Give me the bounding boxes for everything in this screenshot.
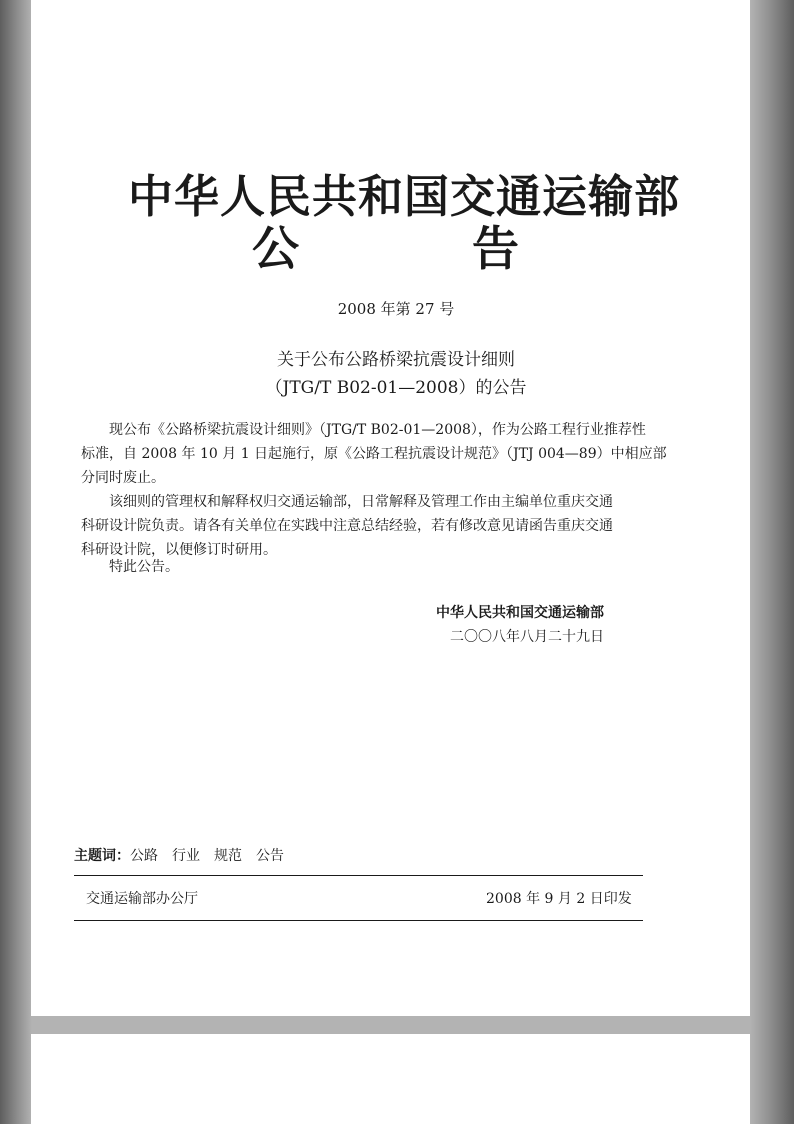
paragraph-line: 科研设计院，以便修订时研用。: [81, 542, 277, 558]
paragraph-line: 科研设计院负责。请各有关单位在实践中注意总结经验，若有修改意见请函告重庆交通: [81, 518, 613, 534]
announcement-title: [252, 212, 519, 279]
signature-organization: 中华人民共和国交通运输部: [436, 605, 604, 621]
issuing-office: 交通运输部办公厅: [86, 891, 198, 907]
signature-date: 二〇〇八年八月二十九日: [450, 629, 604, 645]
print-date: 2008 年 9 月 2 日印发: [486, 891, 632, 907]
body-paragraph: [81, 490, 651, 562]
body-paragraph: [81, 418, 667, 490]
keyword: 行业: [172, 848, 200, 864]
keywords-label: 主题词：: [74, 848, 130, 864]
footer-rule-bottom: [74, 920, 643, 921]
keyword: 规范: [214, 848, 242, 864]
subject-line: 关于公布公路桥梁抗震设计细则: [277, 350, 515, 370]
document-number: 2008 年第 27 号: [337, 300, 455, 318]
announcement-char: 告: [472, 222, 519, 277]
body-paragraph: [81, 555, 651, 579]
paragraph-line: 标准，自 2008 年 10 月 1 日起施行，原《公路工程抗震设计规范》（JTJ 004—89）中相应部: [81, 446, 667, 462]
keyword: 公路: [130, 848, 158, 864]
keyword: 公告: [256, 848, 284, 864]
paragraph-line: 现公布《公路桥梁抗震设计细则》（JTG/T B02-01—2008），作为公路工程行业推荐性: [109, 422, 646, 438]
ministry-title: 中华人民共和国交通运输部: [127, 170, 680, 223]
subject-line: （JTG/T B02-01—2008）的公告: [265, 378, 527, 398]
paragraph-line: 特此公告。: [109, 559, 179, 575]
paragraph-line: 该细则的管理权和解释权归交通运输部，日常解释及管理工作由主编单位重庆交通: [109, 494, 613, 510]
announcement-char: 公: [252, 222, 299, 277]
document-page: [31, 0, 750, 1016]
keywords-line: [74, 845, 298, 865]
footer-rule-top: [74, 875, 643, 876]
paragraph-line: 分同时废止。: [81, 470, 165, 486]
